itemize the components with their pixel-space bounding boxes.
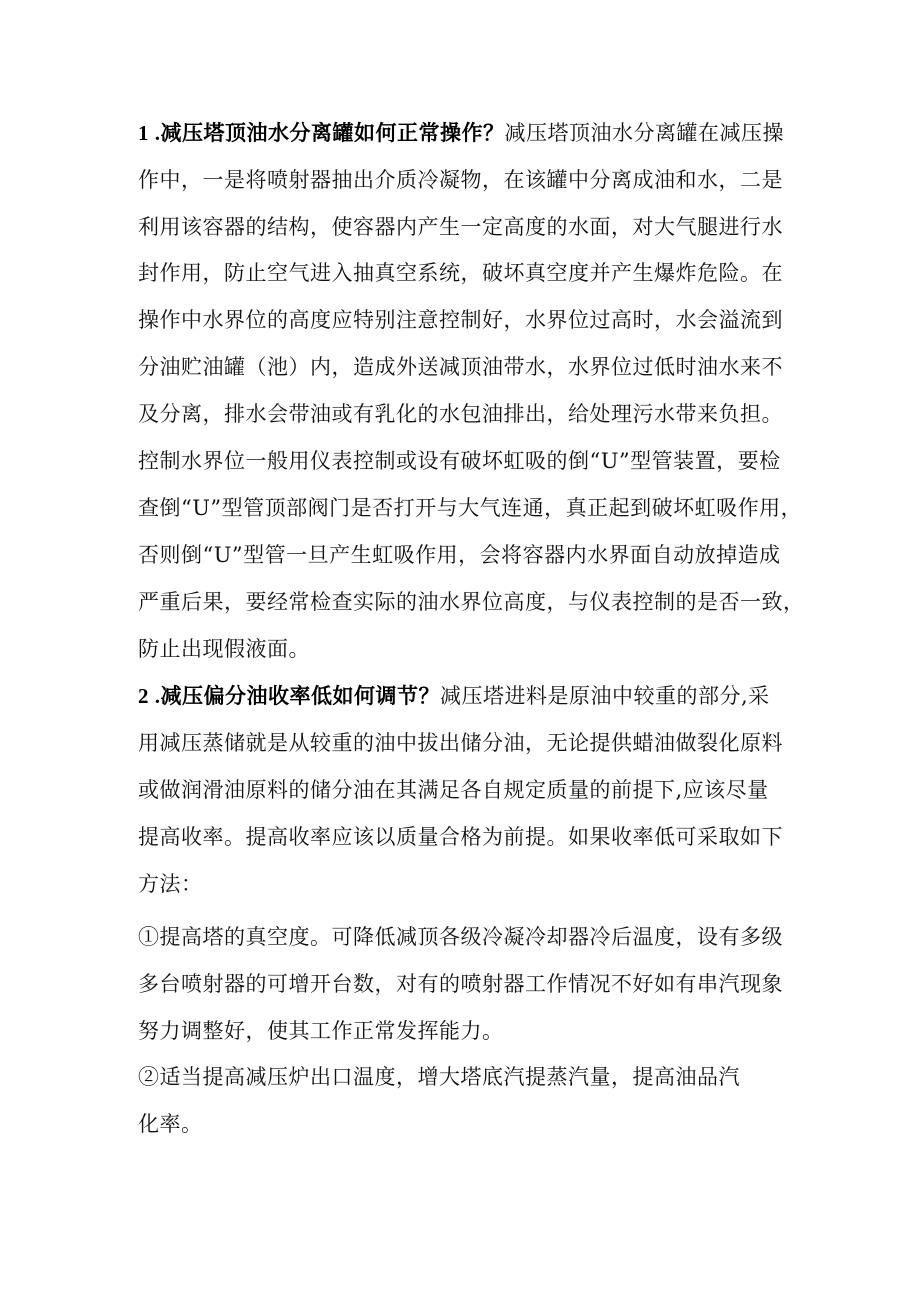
section2-title: 减压偏分油收率低如何调节？ xyxy=(160,684,440,708)
section2-line: 或做润滑油原料的储分油在其满足各自规定质量的前提下,应该尽量 xyxy=(138,778,769,802)
item1-line: 多台喷射器的可增开台数，对有的喷射器工作情况不好如有串汽现象 xyxy=(138,972,783,996)
section1-line: 否则倒“U”型管一旦产生虹吸作用，会将容器内水界面自动放掉造成 xyxy=(138,543,781,567)
item1-line: 努力调整好，使其工作正常发挥能力。 xyxy=(138,1019,504,1043)
section1-line: 查倒“U”型管顶部阀门是否打开与大气连通，真正起到破坏虹吸作用， xyxy=(138,496,803,520)
section1-title: 减压塔顶油水分离罐如何正常操作？ xyxy=(160,121,505,145)
section1-line: 封作用，防止空气进入抽真空系统，破坏真空度并产生爆炸危险。在 xyxy=(138,261,783,285)
section1-line: 分油贮油罐（池）内，造成外送减顶油带水，水界位过低时油水来不 xyxy=(138,355,783,379)
section1-first-line xyxy=(138,118,784,148)
section1-line: 利用该容器的结构，使容器内产生一定高度的水面，对大气腿进行水 xyxy=(138,215,783,239)
section2-line: 用减压蒸储就是从较重的油中拔出储分油，无论提供蜡油做裂化原料 xyxy=(138,731,783,755)
section1-line: 作中，一是将喷射器抽出介质冷凝物，在该罐中分离成油和水，二是 xyxy=(138,168,783,192)
item2-line: 化率。 xyxy=(138,1112,203,1136)
section2-line: 减压塔进料是原油中较重的部分,采 xyxy=(440,684,770,708)
section2-number: 2 . xyxy=(138,684,161,708)
section1-line: 防止出现假液面。 xyxy=(138,637,310,661)
section2-line: 方法： xyxy=(138,872,203,896)
section1-number: 1 . xyxy=(138,121,161,145)
item1-line: ①提高塔的真空度。可降低减顶各级冷凝冷却器冷后温度，设有多级 xyxy=(138,925,783,949)
item2-line: ②适当提高减压炉出口温度，增大塔底汽提蒸汽量，提高油品汽 xyxy=(138,1065,740,1089)
section1-line: 及分离，排水会带油或有乳化的水包油排出，给处理污水带来负担。 xyxy=(138,402,783,426)
section1-line: 减压塔顶油水分离罐在减压操 xyxy=(504,121,784,145)
section1-line: 操作中水界位的高度应特别注意控制好，水界位过高时，水会溢流到 xyxy=(138,308,783,332)
section2-first-line xyxy=(138,681,770,711)
section1-line: 控制水界位一般用仪表控制或设有破坏虹吸的倒“U”型管装置，要检 xyxy=(138,449,781,473)
section2-line: 提高收率。提高收率应该以质量合格为前提。如果收率低可采取如下 xyxy=(138,825,783,849)
section1-line: 严重后果，要经常检查实际的油水界位高度，与仪表控制的是否一致， xyxy=(138,590,805,614)
